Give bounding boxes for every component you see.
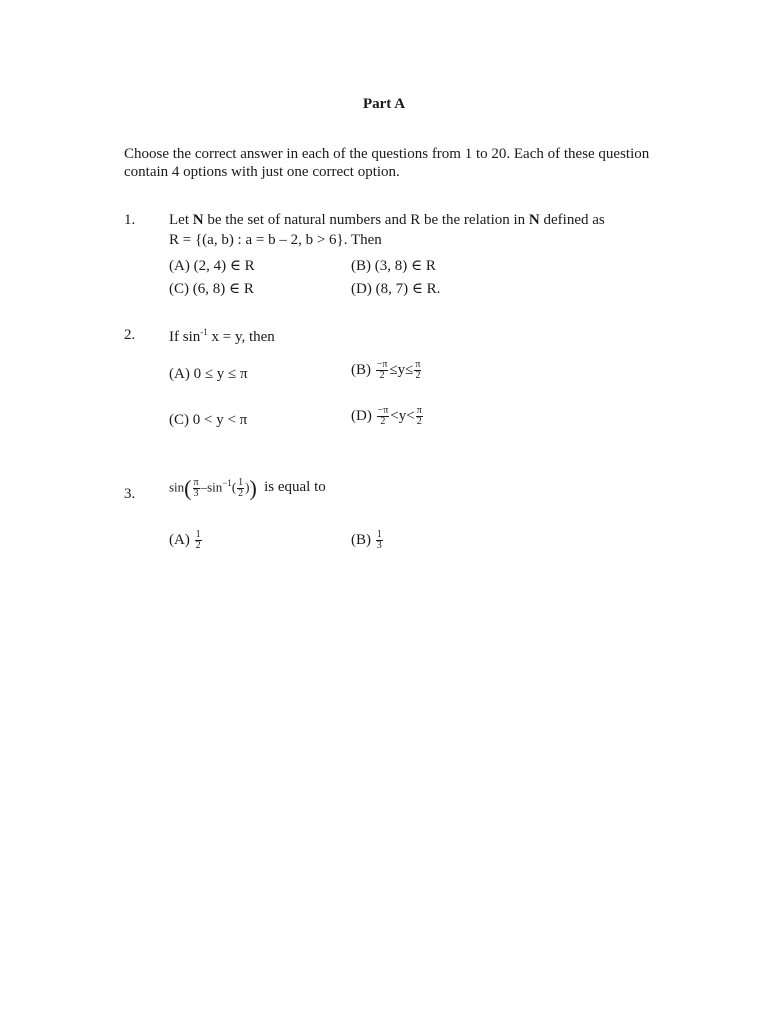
option-c[interactable]: (C) (6, 8) ∈ R: [169, 281, 254, 297]
question-number: 3.: [124, 486, 136, 502]
fraction: $\frac{-\pi}{2}$: [376, 359, 388, 381]
option-c[interactable]: (C) 0 < y < π: [169, 412, 248, 428]
page-title: Part A: [362, 96, 406, 112]
q1-line1-text: Let N be the set of natural numbers and R be the relation in N defined as: [169, 212, 605, 228]
question-3-stem: sin( $\frac{\pi}{3}$ $-\sin^{-1}$( $\frac{1}{2}$ )) is equal to: [169, 475, 326, 501]
option-b[interactable]: (B) $\frac{1}{3}$: [351, 529, 382, 551]
fraction: $\frac{1}{2}$: [238, 477, 244, 499]
fraction: $\frac{1}{3}$: [376, 529, 382, 551]
option-d[interactable]: (D) (8, 7) ∈ R.: [351, 281, 441, 297]
option-a[interactable]: (A) $\frac{1}{2}$: [169, 529, 201, 551]
question-2-stem: If $\sin^{-1} x = y$, then: [169, 327, 275, 345]
question-1-line-2: R = {(a, b) : a = b – 2, b > 6}. Then: [169, 232, 382, 248]
fraction: $\frac{1}{2}$: [195, 529, 201, 551]
option-b[interactable]: (B) (3, 8) ∈ R: [351, 258, 436, 274]
option-a[interactable]: (A) 0 ≤ y ≤ π: [169, 366, 248, 382]
fraction: $\frac{\pi}{3}$: [193, 477, 199, 499]
fraction: $\frac{\pi}{2}$: [416, 405, 422, 427]
instructions-text: Choose the correct answer in each of the questions from 1 to 20. Each of these question contain 4 options with just one correct option.: [124, 146, 650, 180]
fraction: $\frac{-\pi}{2}$: [377, 405, 389, 427]
fraction: $\frac{\pi}{2}$: [415, 359, 421, 381]
question-number: 1.: [124, 212, 136, 228]
option-b[interactable]: (B) $\frac{-\pi}{2}$ ≤y≤ $\frac{\pi}{2}$: [351, 359, 421, 381]
question-1-line-1: [169, 212, 659, 229]
option-a[interactable]: (A) (2, 4) ∈ R: [169, 258, 255, 274]
option-d[interactable]: (D) $\frac{-\pi}{2}$ <y< $\frac{\pi}{2}$: [351, 405, 422, 427]
question-number: 2.: [124, 327, 136, 343]
